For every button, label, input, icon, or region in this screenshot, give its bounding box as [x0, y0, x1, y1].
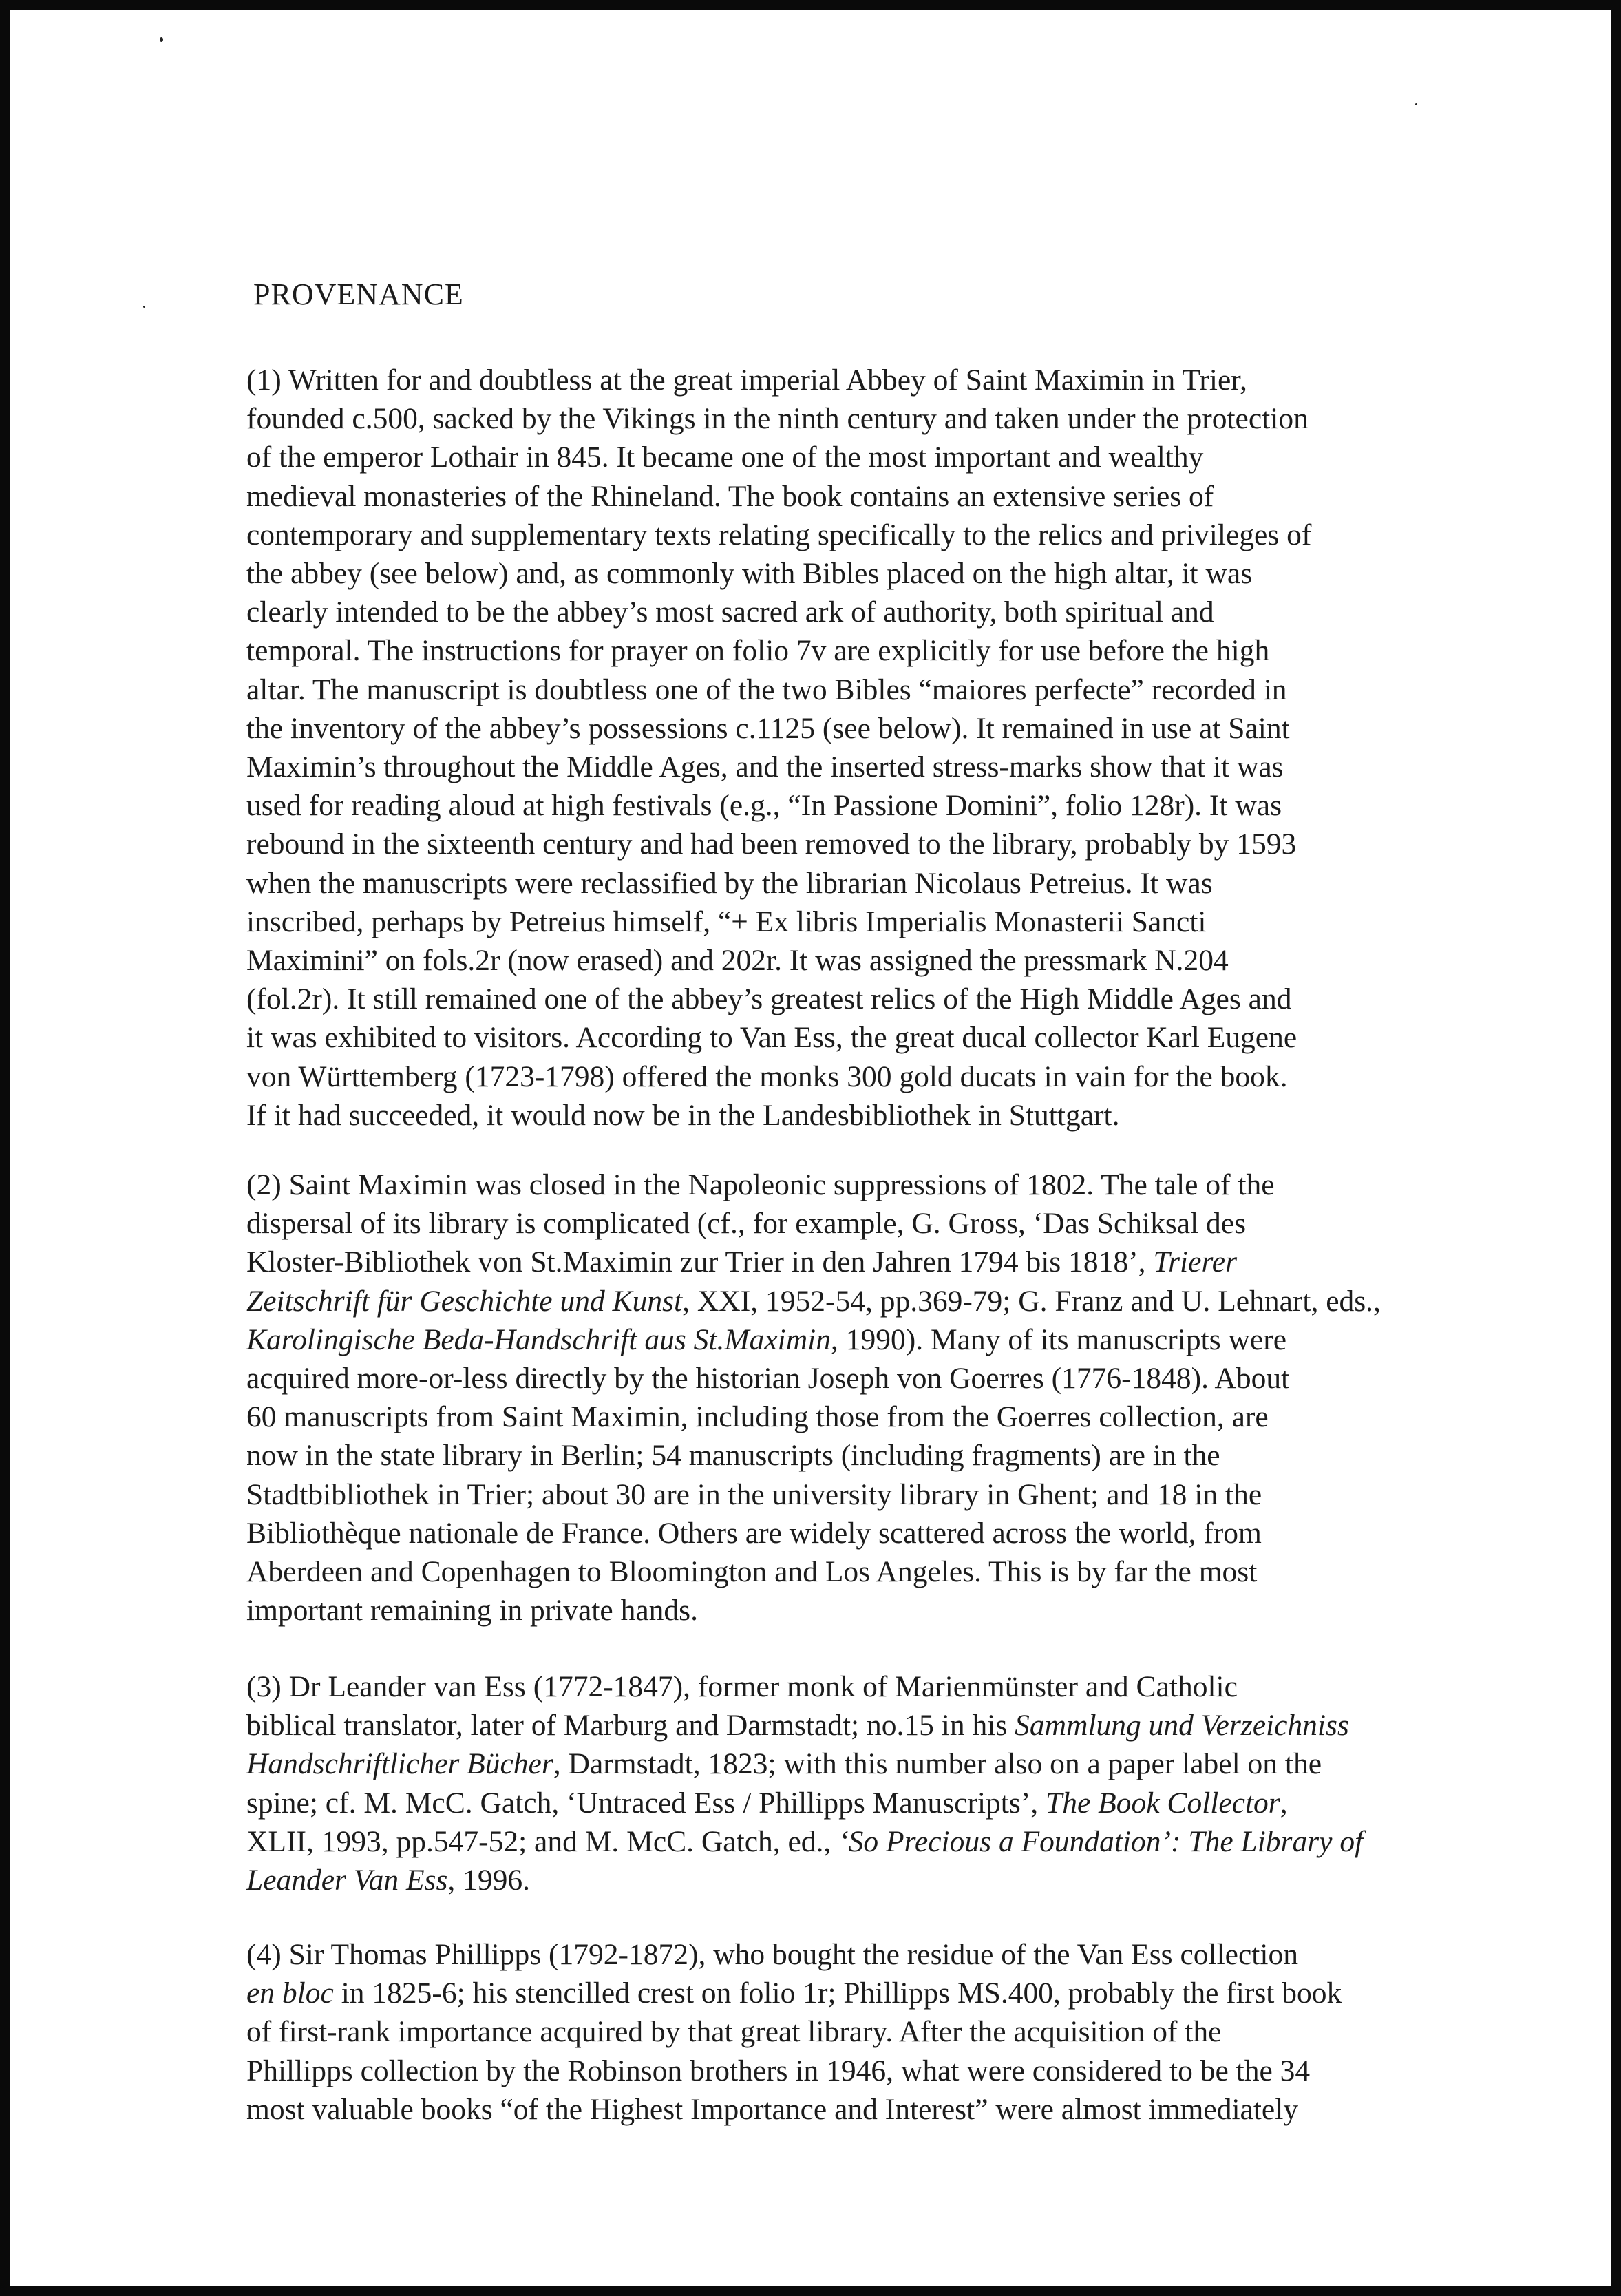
journal-title: Zeitschrift für Geschichte und Kunst — [246, 1284, 683, 1318]
text-run: , 1996. — [447, 1864, 531, 1897]
text-line — [246, 1320, 1448, 1359]
provenance-paragraph-2 — [246, 1166, 1448, 1630]
text-line: founded c.500, sacked by the Vikings in the ninth century and taken under the protection — [246, 402, 1309, 436]
text-line: contemporary and supplementary texts relating specifically to the relics and privileges of — [246, 518, 1312, 551]
scan-speck — [1415, 103, 1417, 105]
text-line: inscribed, perhaps by Petreius himself, “+ Ex libris Imperialis Monasterii Sancti — [246, 905, 1207, 938]
text-line: rebound in the sixteenth century and had been removed to the library, probably by 1593 — [246, 828, 1297, 861]
text-line: acquired more-or-less directly by the historian Joseph von Goerres (1776-1848). About — [246, 1362, 1290, 1395]
text-run: spine; cf. M. McC. Gatch, ‘Untraced Ess / Phillipps Manuscripts’, — [246, 1786, 1046, 1820]
text-line: used for reading aloud at high festivals (e.g., “In Passione Domini”, folio 128r). It was — [246, 789, 1282, 823]
text-line — [246, 1706, 1448, 1745]
text-line — [246, 1974, 1448, 2012]
text-line: (fol.2r). It still remained one of the abbey’s greatest relics of the High Middle Ages and — [246, 982, 1292, 1016]
book-title: Leander Van Ess — [246, 1864, 448, 1897]
text-line: 60 manuscripts from Saint Maximin, including those from the Goerres collection, are — [246, 1400, 1269, 1434]
text-line — [246, 1861, 1448, 1899]
text-run: in 1825-6; his stencilled crest on folio 1r; Phillipps MS.400, probably the first book — [333, 1977, 1342, 2010]
text-line: Maximini” on fols.2r (now erased) and 202r. It was assigned the pressmark N.204 — [246, 944, 1229, 978]
scan-speck — [160, 37, 163, 42]
text-line: temporal. The instructions for prayer on folio 7v are explicitly for use before the high — [246, 634, 1270, 668]
page-heading: PROVENANCE — [253, 277, 464, 311]
text-line: it was exhibited to visitors. According to Van Ess, the great ducal collector Karl Eugene — [246, 1021, 1297, 1055]
text-line: of first-rank importance acquired by that great library. After the acquisition of the — [246, 2015, 1222, 2049]
text-line: when the manuscripts were reclassified by the librarian Nicolaus Petreius. It was — [246, 866, 1213, 900]
text-line — [246, 1282, 1448, 1320]
text-line — [246, 1243, 1448, 1281]
text-line — [246, 1822, 1448, 1861]
text-line: Bibliothèque nationale de France. Others are widely scattered across the world, from — [246, 1516, 1262, 1550]
text-run: , — [1280, 1786, 1288, 1820]
text-line: the inventory of the abbey’s possessions c.1125 (see below). It remained in use at Saint — [246, 711, 1290, 745]
book-title: Sammlung und Verzeichniss — [1015, 1709, 1349, 1742]
latin-phrase: en bloc — [246, 1977, 334, 2010]
text-line: (4) Sir Thomas Phillipps (1792-1872), who bought the residue of the Van Ess collection — [246, 1938, 1298, 1971]
text-run: biblical translator, later of Marburg and Darmstadt; no.15 in his — [246, 1709, 1015, 1742]
text-line: Aberdeen and Copenhagen to Bloomington and Los Angeles. This is by far the most — [246, 1555, 1258, 1589]
text-line: (2) Saint Maximin was closed in the Napoleonic suppressions of 1802. The tale of the — [246, 1168, 1275, 1201]
text-line: now in the state library in Berlin; 54 manuscripts (including fragments) are in the — [246, 1439, 1220, 1473]
text-line — [246, 1784, 1448, 1822]
scan-speck — [143, 306, 145, 308]
provenance-paragraph-1 — [246, 361, 1448, 1135]
text-line: (1) Written for and doubtless at the great imperial Abbey of Saint Maximin in Trier, — [246, 364, 1247, 397]
journal-title: Trierer — [1153, 1245, 1237, 1279]
text-run: XLII, 1993, pp.547-52; and M. McC. Gatch, ed., — [246, 1824, 839, 1858]
provenance-paragraph-3 — [246, 1667, 1448, 1899]
text-line: If it had succeeded, it would now be in the Landesbibliothek in Stuttgart. — [246, 1098, 1120, 1132]
book-title: ‘So Precious a Foundation’: The Library of — [838, 1824, 1364, 1858]
journal-title: The Book Collector — [1046, 1786, 1280, 1820]
text-line: medieval monasteries of the Rhineland. The book contains an extensive series of — [246, 479, 1214, 513]
text-line: Phillipps collection by the Robinson brothers in 1946, what were considered to be the 34 — [246, 2054, 1311, 2087]
text-line: most valuable books “of the Highest Importance and Interest” were almost immediately — [246, 2092, 1299, 2126]
book-title: Handschriftlicher Bücher — [246, 1747, 553, 1781]
text-line: of the emperor Lothair in 845. It became one of the most important and wealthy — [246, 441, 1204, 474]
text-run: Kloster-Bibliothek von St.Maximin zur Trier in den Jahren 1794 bis 1818’, — [246, 1245, 1154, 1279]
text-run: , XXI, 1952-54, pp.369-79; G. Franz and U. Lehnart, eds., — [682, 1284, 1381, 1318]
text-line — [246, 1745, 1448, 1783]
text-line: important remaining in private hands. — [246, 1594, 698, 1628]
text-line: clearly intended to be the abbey’s most sacred ark of authority, both spiritual and — [246, 596, 1214, 629]
book-title: Karolingische Beda-Handschrift aus St.Maximin — [246, 1323, 831, 1356]
text-run: , 1990). Many of its manuscripts were — [830, 1323, 1287, 1356]
text-run: , Darmstadt, 1823; with this number also on a paper label on the — [553, 1747, 1322, 1781]
text-line: dispersal of its library is complicated (cf., for example, G. Gross, ‘Das Schiksal des — [246, 1207, 1247, 1241]
provenance-paragraph-4 — [246, 1935, 1448, 2129]
text-line: von Württemberg (1723-1798) offered the monks 300 gold ducats in vain for the book. — [246, 1060, 1288, 1093]
text-line: the abbey (see below) and, as commonly with Bibles placed on the high altar, it was — [246, 557, 1253, 591]
text-line: (3) Dr Leander van Ess (1772-1847), former monk of Marienmünster and Catholic — [246, 1670, 1238, 1703]
text-line: Stadtbibliothek in Trier; about 30 are in the university library in Ghent; and 18 in the — [246, 1477, 1262, 1511]
text-line: altar. The manuscript is doubtless one of the two Bibles “maiores perfecte” recorded in — [246, 673, 1287, 706]
text-line: Maximin’s throughout the Middle Ages, and the inserted stress-marks show that it was — [246, 750, 1284, 784]
